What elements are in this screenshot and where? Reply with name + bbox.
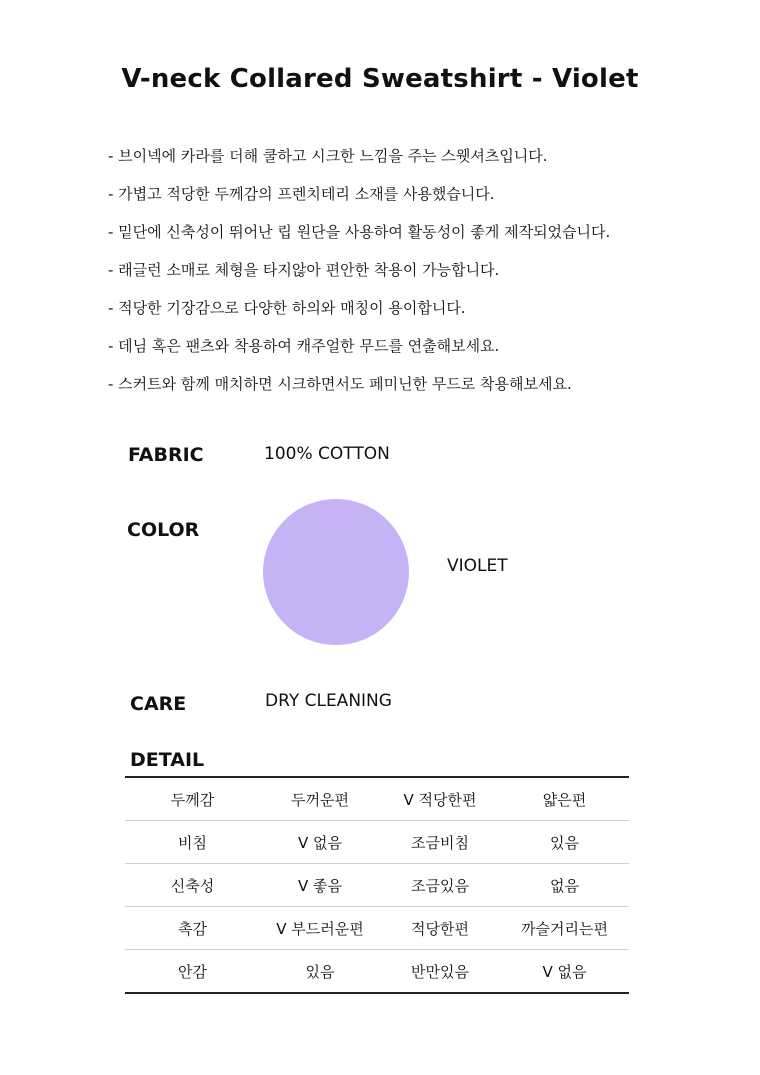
table-cell: V 적당한편	[380, 777, 500, 821]
table-cell: 두꺼운편	[260, 777, 380, 821]
description-item: - 가볍고 적당한 두께감의 프렌치테리 소재를 사용했습니다.	[108, 185, 495, 203]
table-cell: V 좋음	[260, 864, 380, 907]
table-cell: V 없음	[542, 962, 587, 981]
table-cell: 신축성	[125, 864, 260, 907]
table-cell: 까슬거리는편	[500, 907, 629, 950]
table-cell: 있음	[305, 962, 335, 981]
table-row	[125, 864, 629, 907]
fabric-label: FABRIC	[128, 444, 204, 466]
description-list	[108, 144, 610, 410]
table-cell: V 부드러운편	[260, 907, 380, 950]
detail-table	[125, 776, 629, 994]
table-cell: V 없음	[260, 821, 380, 864]
description-item: - 브이넥에 카라를 더해 쿨하고 시크한 느낌을 주는 스웻셔츠입니다.	[108, 147, 548, 165]
description-item: - 적당한 기장감으로 다양한 하의와 매칭이 용이합니다.	[108, 299, 466, 317]
fabric-value: 100% COTTON	[264, 444, 390, 464]
table-cell: 조금있음	[380, 864, 500, 907]
description-item: - 래글런 소매로 체형을 타지않아 편안한 착용이 가능합니다.	[108, 261, 500, 279]
table-cell: 있음	[500, 821, 629, 864]
table-cell: 촉감	[125, 907, 260, 950]
table-cell: 없음	[500, 864, 629, 907]
care-label: CARE	[130, 693, 187, 715]
description-item: - 밑단에 신축성이 뛰어난 립 원단을 사용하여 활동성이 좋게 제작되었습니다.	[108, 223, 611, 241]
table-row	[125, 821, 629, 864]
table-cell: 조금비침	[380, 821, 500, 864]
table-row	[125, 907, 629, 950]
detail-label: DETAIL	[130, 749, 205, 771]
table-cell: 두께감	[125, 777, 260, 821]
table-row	[125, 950, 629, 994]
product-title: V-neck Collared Sweatshirt - Violet	[121, 64, 639, 94]
description-item: - 스커트와 함께 매치하면 시크하면서도 페미닌한 무드로 착용해보세요.	[108, 375, 572, 393]
table-cell: 얇은편	[500, 777, 629, 821]
table-cell: 비침	[125, 821, 260, 864]
color-value: VIOLET	[447, 556, 508, 576]
description-item: - 데님 혹은 팬츠와 착용하여 캐주얼한 무드를 연출해보세요.	[108, 337, 500, 355]
table-cell: 반만있음	[411, 962, 469, 981]
color-swatch	[263, 499, 409, 645]
table-cell: 안감	[178, 962, 207, 981]
care-value: DRY CLEANING	[265, 691, 392, 711]
table-row	[125, 777, 629, 821]
table-cell: 적당한편	[380, 907, 500, 950]
color-label: COLOR	[127, 519, 200, 541]
